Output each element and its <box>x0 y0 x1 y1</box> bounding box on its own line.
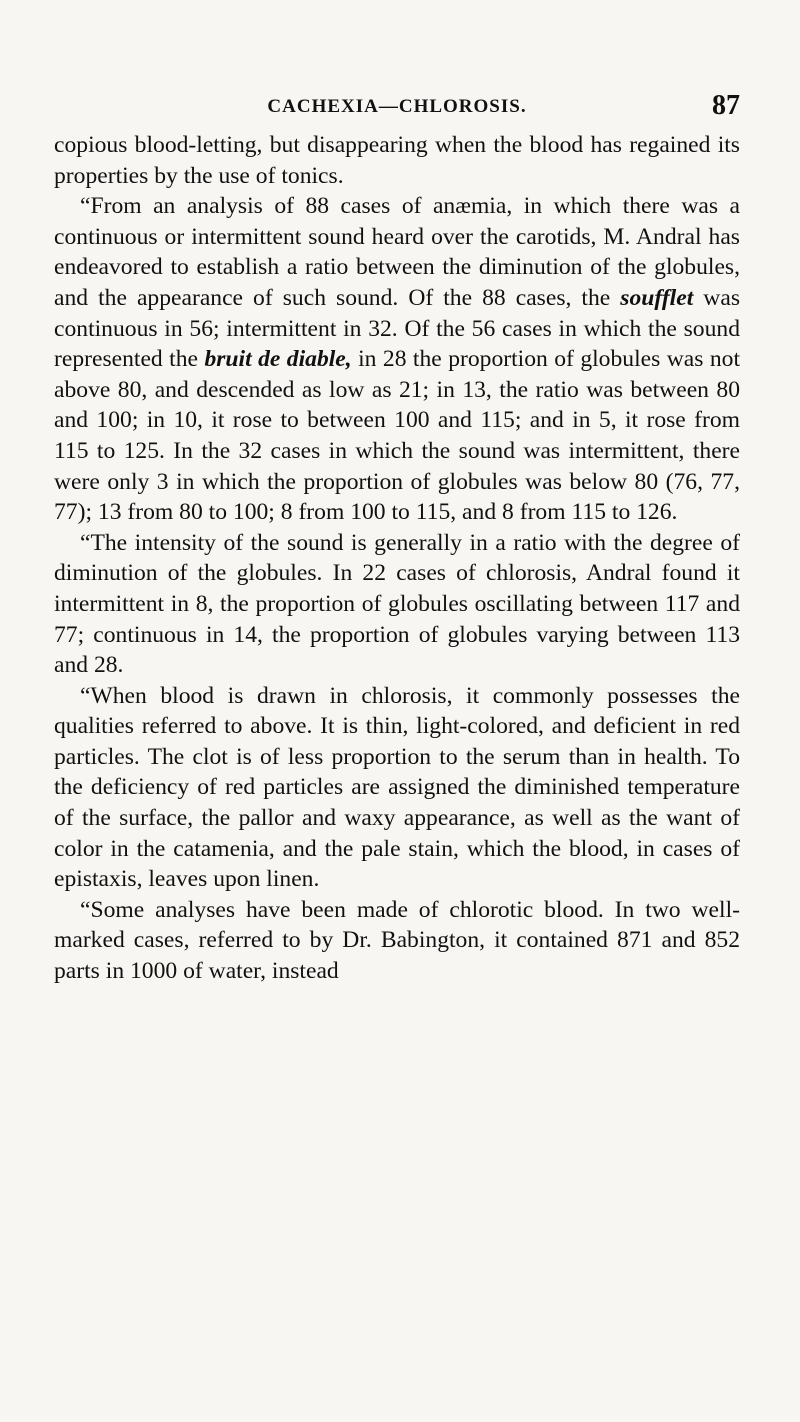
text-run: “When blood is drawn in chlorosis, it commonly possesses the qualities referred to above. It is thin, light-colored, and deficient in red particles. The clot is of less proportion to the serum than in health. To the deficiency of red particles are assigned the diminished temperature of the surface, the pallor and waxy appearance, as well as the want of color in the catamenia, and the pale stain, which the blood, in cases of epistaxis, leaves upon linen. <box>54 682 740 893</box>
italic-term-bruit-de-diable: bruit de diable, <box>204 346 352 373</box>
italic-term-soufflet: soufflet <box>620 284 694 311</box>
page-number: 87 <box>712 90 740 121</box>
text-run: copious blood-letting, but disappearing when the blood has regained its properties by the use of tonics. <box>54 132 740 189</box>
paragraph <box>54 191 740 528</box>
book-page <box>54 90 740 987</box>
page-header <box>54 90 740 130</box>
paragraph <box>54 681 740 895</box>
paragraph <box>54 528 740 681</box>
running-title: CACHEXIA—CHLOROSIS. <box>267 96 527 117</box>
text-run: “Some analyses have been made of chlorotic blood. In two well-marked cases, referred to by Dr. Babington, it contained 871 and 852 parts in 1000 of water, instead <box>54 896 740 985</box>
body-text <box>54 130 740 987</box>
text-run: was continuous in 56; intermittent in 32. Of the 56 cases in which the sound represented the <box>54 284 741 373</box>
text-run: “The intensity of the sound is generally in a ratio with the degree of diminution of the globules. In 22 cases of chlorosis, Andral found it intermittent in 8, the proportion of globules oscillating between 117 and 77; continuous in 14, the proportion of globules varying between 113 and 28. <box>54 529 740 679</box>
paragraph <box>54 130 740 191</box>
text-run: in 28 the proportion of globules was not above 80, and descended as low as 21; in 13, the ratio was between 80 and 100; in 10, it rose to between 100 and 115; and in 5, it rose from 115 to 125. In the 32 cases in which the sound was intermittent, there were only 3 in which the proportion of globules was below 80 (76, 77, 77); 13 from 80 to 100; 8 from 100 to 115, and 8 from 115 to 126. <box>54 346 740 526</box>
text-run: “From an analysis of 88 cases of anæmia, in which there was a continuous or intermittent sound heard over the carotids, M. Andral has endeavored to establish a ratio between the diminution of the globules, and the appearance of such sound. Of the 88 cases, the <box>54 193 740 311</box>
paragraph <box>54 895 740 987</box>
